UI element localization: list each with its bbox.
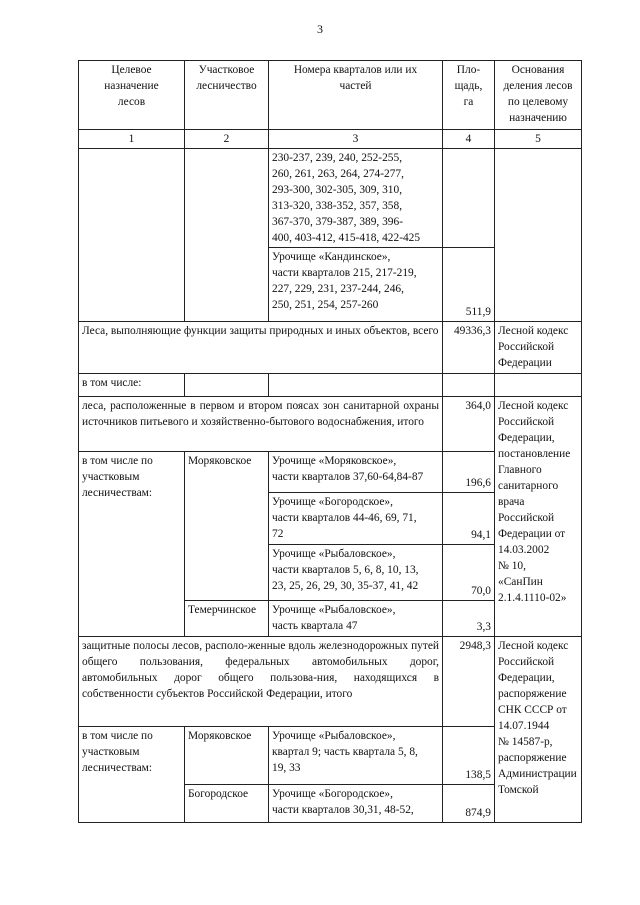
table-cell — [495, 149, 582, 322]
quarters-cell: Урочище «Рыбаловское», часть квартала 47 — [269, 601, 443, 637]
area-cell: 196,6 — [443, 452, 495, 493]
basis-cell: Лесной кодекс Российской Федерации, постановление Главного санитарного врача Российской Федерации от 14.03.2002 № 10, «СанПин 2.1.4.1110-02» — [495, 397, 582, 637]
column-number: 1 — [79, 130, 185, 149]
area-cell: 364,0 — [443, 397, 495, 452]
header-purpose: Целевое назначение лесов — [79, 61, 185, 130]
column-number: 2 — [185, 130, 269, 149]
quarters-cell: Урочище «Моряковское», части кварталов 37,60-64,84-87 — [269, 452, 443, 493]
table-cell — [495, 374, 582, 397]
header-area: Пло- щадь, га — [443, 61, 495, 130]
table-cell — [79, 149, 185, 322]
area-cell: 94,1 — [443, 493, 495, 545]
page-number: 3 — [317, 22, 323, 36]
basis-cell: Лесной кодекс Российской Федерации, распоряжение СНК СССР от 14.07.1944 № 14587-р, распоряжение Администрации Томской — [495, 637, 582, 823]
quarters-cell: Урочище «Рыбаловское», части кварталов 5, 6, 8, 10, 13, 23, 25, 26, 29, 30, 35-37, 41, 42 — [269, 545, 443, 601]
forestry-cell: Моряковское — [185, 452, 269, 601]
table-row — [79, 149, 582, 248]
quarters-cell: Урочище «Богородское», части кварталов 30,31, 48-52, — [269, 785, 443, 823]
basis-cell: Лесной кодекс Российской Федерации — [495, 322, 582, 374]
category-cell: защитные полосы лесов, располо-женные вдоль железнодорожных путей общего пользования, федеральных автомобильных дорог, автомобильных дорог общего пользова-ния, находящихся в собственности субъектов Российской Федерации, итого — [79, 637, 443, 727]
subdivision-label: в том числе по участковым лесничествам: — [79, 452, 185, 637]
table-row — [79, 374, 582, 397]
category-cell: Леса, выполняющие функции защиты природных и иных объектов, всего — [79, 322, 443, 374]
quarters-cell: Урочище «Кандинское», части кварталов 215, 217-219, 227, 229, 231, 237-244, 246, 250, 251, 254, 257-260 — [269, 248, 443, 322]
area-cell: 3,3 — [443, 601, 495, 637]
column-number: 3 — [269, 130, 443, 149]
area-cell — [443, 149, 495, 248]
table-cell — [185, 149, 269, 322]
area-cell: 2948,3 — [443, 637, 495, 727]
quarters-cell: Урочище «Рыбаловское», квартал 9; часть квартала 5, 8, 19, 33 — [269, 727, 443, 785]
forest-purpose-table — [78, 60, 582, 823]
area-cell: 138,5 — [443, 727, 495, 785]
table-cell — [443, 374, 495, 397]
area-cell: 49336,3 — [443, 322, 495, 374]
area-cell: 511,9 — [443, 248, 495, 322]
table-row — [79, 322, 582, 374]
subdivision-label: в том числе по участковым лесничествам: — [79, 727, 185, 823]
quarters-cell: Урочище «Богородское», части кварталов 44-46, 69, 71, 72 — [269, 493, 443, 545]
header-forestry: Участковое лесничество — [185, 61, 269, 130]
column-number-row — [79, 130, 582, 149]
table-cell — [269, 374, 443, 397]
category-cell: леса, расположенные в первом и втором поясах зон санитарной охраны источников питьевого и хозяйственно-бытового водоснабжения, итого — [79, 397, 443, 452]
column-number: 5 — [495, 130, 582, 149]
header-quarters: Номера кварталов или их частей — [269, 61, 443, 130]
forestry-cell: Темерчинское — [185, 601, 269, 637]
column-number: 4 — [443, 130, 495, 149]
header-basis: Основания деления лесов по целевому назначению — [495, 61, 582, 130]
forestry-cell: Моряковское — [185, 727, 269, 785]
quarters-cell: 230-237, 239, 240, 252-255, 260, 261, 263, 264, 274-277, 293-300, 302-305, 309, 310, 313-320, 338-352, 357, 358, 367-370, 379-387, 389, 396- 400, 403-412, 415-418, 422-425 — [269, 149, 443, 248]
area-cell: 874,9 — [443, 785, 495, 823]
table-row — [79, 637, 582, 727]
header-row — [79, 61, 582, 130]
area-cell: 70,0 — [443, 545, 495, 601]
table-row — [79, 397, 582, 452]
category-cell: в том числе: — [79, 374, 185, 397]
table-cell — [185, 374, 269, 397]
forestry-cell: Богородское — [185, 785, 269, 823]
